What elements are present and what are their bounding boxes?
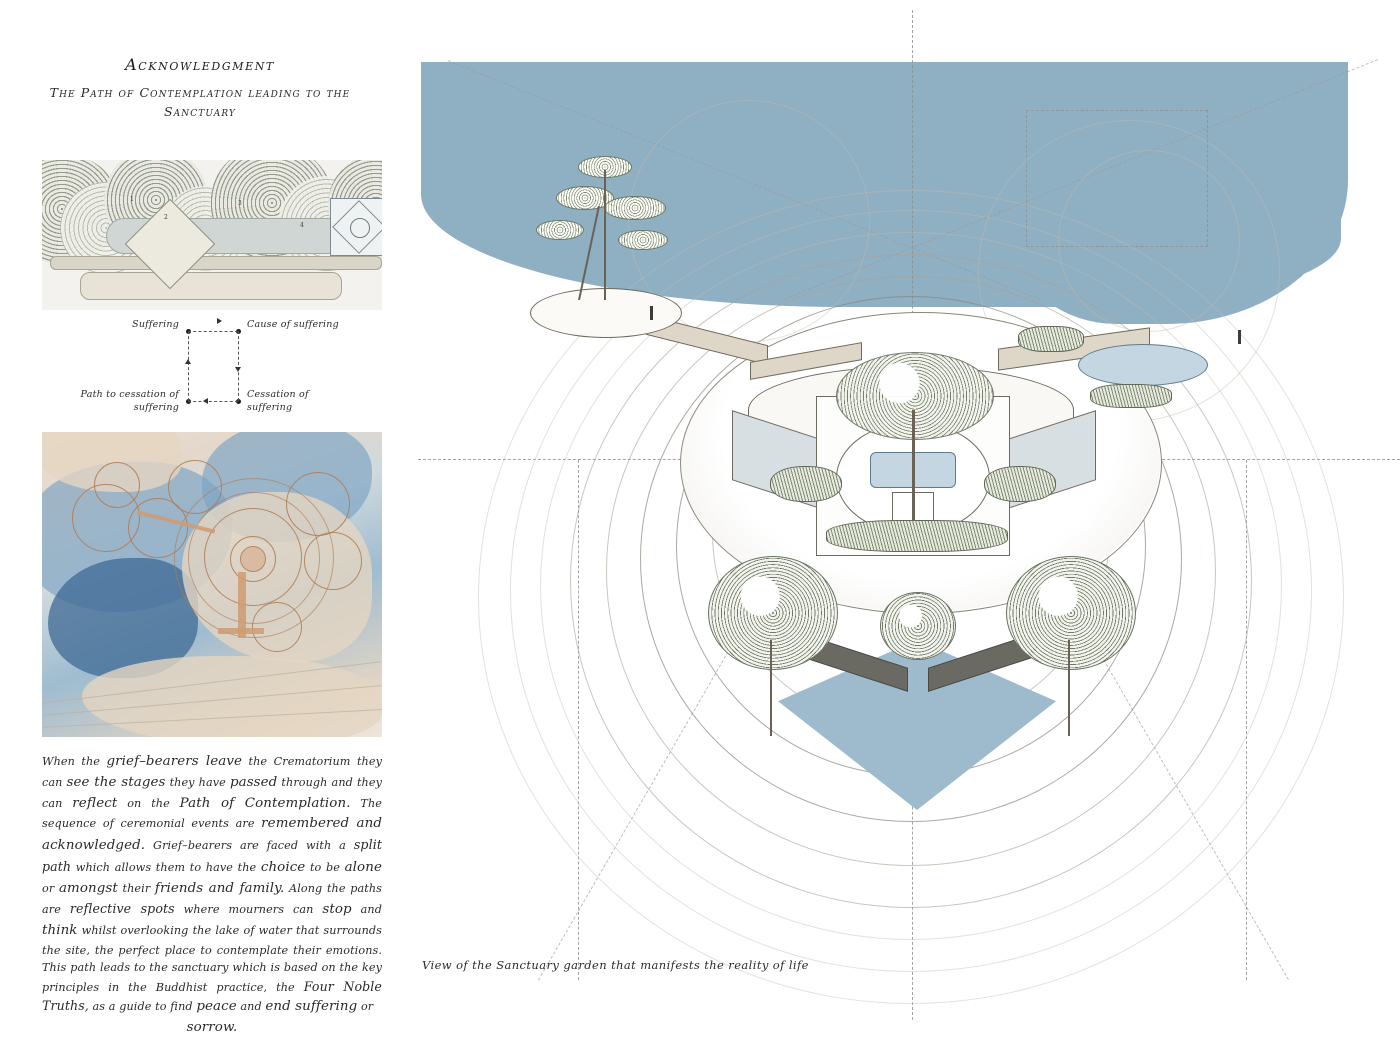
text-run: The sequence of ceremonial events are: [42, 796, 382, 831]
diagram-edge-top: [188, 331, 238, 332]
text-run: stop: [322, 902, 352, 918]
hedge-planting: [770, 466, 842, 502]
text-run: passed: [229, 774, 278, 790]
truth-label-path: Path to cessation of suffering: [80, 389, 179, 413]
central-tree-canopy: [836, 352, 994, 440]
text-run: as a guide to find: [88, 1000, 197, 1014]
plan-marker: 3: [238, 200, 242, 207]
foreground-tree-canopy: [708, 556, 838, 670]
text-run: alone: [344, 859, 382, 875]
plan-path: [50, 256, 382, 270]
wc-ring: [304, 532, 362, 590]
central-tree-trunk: [912, 410, 915, 530]
text-run: friends and family.: [154, 880, 285, 896]
arrow-right-icon: [217, 318, 222, 324]
watercolour-plan-figure: [42, 432, 382, 737]
text-run: Path of Contemplation.: [179, 795, 351, 811]
hedge-planting: [1090, 384, 1172, 408]
arrow-down-icon: [235, 367, 241, 372]
text-run: to be: [305, 860, 345, 874]
plan-plaza: [80, 272, 342, 300]
text-run: on the: [117, 796, 180, 810]
foreground-shrub: [880, 592, 956, 660]
text-run: the Crematorium they can: [42, 755, 382, 789]
body-text-block: [42, 752, 382, 1039]
halo-ring: [1058, 150, 1240, 332]
foreground-tree-trunk: [770, 640, 772, 736]
text-run: choice: [260, 859, 306, 875]
four-noble-truths-diagram: [55, 315, 375, 430]
text-run: sorrow.: [186, 1019, 238, 1035]
text-run: peace: [196, 999, 237, 1015]
plan-sanctuary-symbol: [330, 198, 382, 256]
text-run: through and they can: [42, 775, 382, 810]
text-run: Grief–bearers are faced with a: [153, 839, 354, 853]
page-subtitle: The Path of Contemplation leading to the Sanctuary: [49, 85, 351, 120]
truth-label-cessation: Cessation of suffering: [247, 389, 309, 413]
text-run: or: [42, 881, 59, 895]
diagram-edge-left: [188, 331, 189, 401]
bonsai-canopy: [618, 230, 668, 250]
foreground-tree-trunk: [1068, 640, 1070, 736]
text-run: and: [351, 903, 382, 917]
truth-label-cause: Cause of suffering: [247, 319, 339, 330]
text-run: see the stages: [66, 774, 166, 790]
scale-figure: [1238, 330, 1241, 344]
text-run: remembered and acknowledged.: [42, 816, 383, 854]
text-run: Along the paths are: [42, 881, 383, 917]
figure-caption: View of the Sanctuary garden that manifests the reality of life: [422, 958, 809, 972]
wc-ring: [286, 472, 350, 536]
wc-ring: [94, 462, 140, 508]
text-run: grief–bearers leave: [106, 754, 243, 769]
sanctuary-perspective-drawing: [418, 0, 1400, 1027]
page-title: Acknowledgment: [125, 55, 275, 74]
text-run: where mourners can: [174, 903, 323, 917]
scale-figure: [650, 306, 653, 320]
bonsai-canopy: [604, 196, 666, 220]
plan-marker: 4: [300, 222, 304, 229]
text-run: reflect: [72, 795, 118, 811]
reflecting-pond: [1078, 344, 1208, 386]
wc-axis-bar: [218, 628, 264, 634]
hedge-planting: [1018, 326, 1084, 352]
hedge-planting: [826, 520, 1008, 552]
text-run: split path: [42, 837, 382, 874]
left-column: [0, 0, 400, 1035]
text-run: they have: [165, 775, 230, 789]
text-run: Four Noble Truths,: [42, 978, 382, 1014]
diagram-edge-right: [238, 331, 239, 401]
text-run: which allows them to have the: [71, 860, 261, 874]
text-run: When the: [42, 755, 107, 768]
diagram-edge-bottom: [188, 401, 238, 402]
text-run: and: [236, 1000, 266, 1014]
arrow-left-icon: [203, 398, 208, 404]
text-run: or: [357, 1000, 374, 1014]
masterplan-figure: [42, 160, 382, 310]
hedge-planting: [984, 466, 1056, 502]
truth-label-suffering: Suffering: [132, 319, 179, 330]
text-run: reflective spots: [69, 901, 175, 917]
title-block: [20, 55, 380, 122]
text-run: end suffering: [265, 999, 358, 1015]
wc-ring: [252, 602, 302, 652]
text-run: amongst: [58, 880, 118, 896]
text-run: whilst overlooking the lake of water that surrounds the site, the perfect place to contemplate their emotions. This path leads to the sanctuary which is based on the key principles in the Buddhist practice, the: [42, 924, 382, 994]
plan-marker: 1: [130, 196, 134, 203]
text-run: think: [42, 923, 78, 939]
bonsai-island: [530, 288, 682, 338]
arrow-up-icon: [185, 359, 191, 364]
bonsai-trunk: [604, 170, 606, 300]
bonsai-canopy: [536, 220, 584, 240]
text-run: their: [117, 881, 155, 895]
wc-terrace: [82, 656, 382, 737]
plan-marker: 2: [164, 214, 168, 221]
foreground-tree-canopy: [1006, 556, 1136, 670]
